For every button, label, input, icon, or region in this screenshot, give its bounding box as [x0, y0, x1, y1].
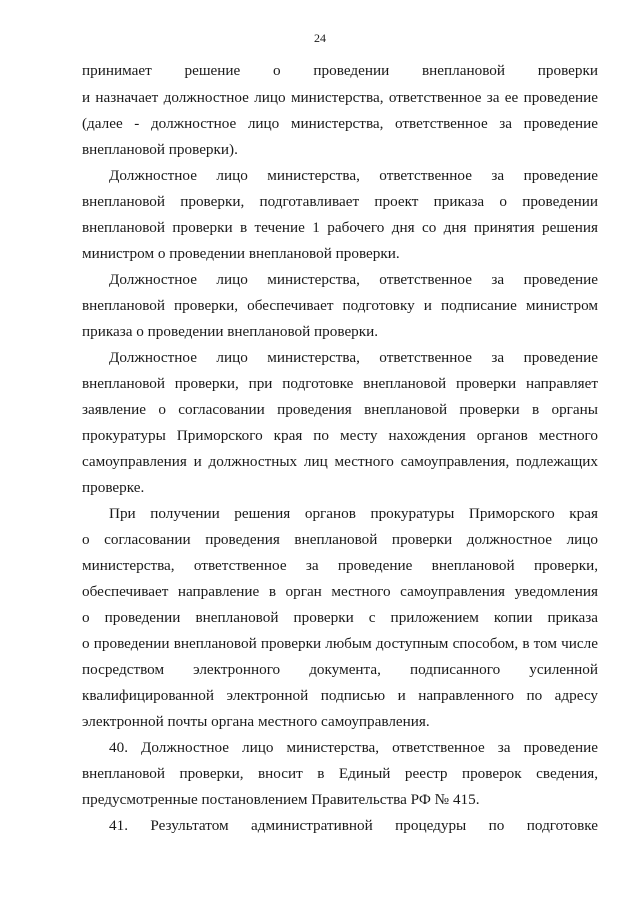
text-line: проверке.	[82, 479, 145, 496]
text-line: и назначает должностное лицо министерства, ответственное за ее проведение	[82, 89, 598, 106]
paragraph-first-line: 40. Должностное лицо министерства, ответственное за проведение	[109, 739, 598, 756]
text-line: министром о проведении внеплановой проверки.	[82, 245, 400, 262]
text-line: министерства, ответственное за проведение внеплановой проверки,	[82, 557, 598, 574]
paragraph-first-line: При получении решения органов прокуратуры Приморского края	[109, 505, 598, 522]
text-line: заявление о согласовании проведения внеплановой проверки в органы	[82, 401, 598, 418]
page-number: 24	[314, 31, 326, 45]
text-line: внеплановой проверки, вносит в Единый реестр проверок сведения,	[82, 765, 598, 782]
text-line: о проведении внеплановой проверки с приложением копии приказа	[82, 609, 598, 626]
text-line: внеплановой проверки, подготавливает проект приказа о проведении	[82, 193, 598, 210]
text-line: приказа о проведении внеплановой проверки.	[82, 323, 379, 340]
text-line: квалифицированной электронной подписью и направленного по адресу	[82, 687, 598, 704]
paragraph-first-line: Должностное лицо министерства, ответственное за проведение	[109, 349, 598, 366]
text-line: обеспечивает направление в орган местного самоуправления уведомления	[82, 583, 598, 600]
text-line: внеплановой проверки, обеспечивает подготовку и подписание министром	[82, 297, 598, 314]
text-line: электронной почты органа местного самоуправления.	[82, 713, 430, 730]
text-line: (далее - должностное лицо министерства, ответственное за проведение	[82, 115, 598, 132]
text-line: внеплановой проверки в течение 1 рабочего дня со дня принятия решения	[82, 219, 598, 236]
text-line: посредством электронного документа, подписанного усиленной	[82, 661, 598, 678]
paragraph-first-line: Должностное лицо министерства, ответственное за проведение	[109, 271, 598, 288]
text-line: о проведении внеплановой проверки любым доступным способом, в том числе	[82, 635, 598, 652]
text-line: внеплановой проверки).	[82, 141, 238, 158]
paragraph-first-line: Должностное лицо министерства, ответственное за проведение	[109, 167, 598, 184]
text-line: принимает решение о проведении внеплановой проверки	[82, 62, 598, 79]
paragraph-first-line: 41. Результатом административной процедуры по подготовке	[109, 817, 598, 834]
text-line: внеплановой проверки, при подготовке внеплановой проверки направляет	[82, 375, 598, 392]
text-line: о согласовании проведения внеплановой проверки должностное лицо	[82, 531, 598, 548]
text-line: самоуправления и должностных лиц местного самоуправления, подлежащих	[82, 453, 598, 470]
text-line: прокуратуры Приморского края по месту нахождения органов местного	[82, 427, 598, 444]
text-line: предусмотренные постановлением Правительства РФ № 415.	[82, 791, 480, 808]
